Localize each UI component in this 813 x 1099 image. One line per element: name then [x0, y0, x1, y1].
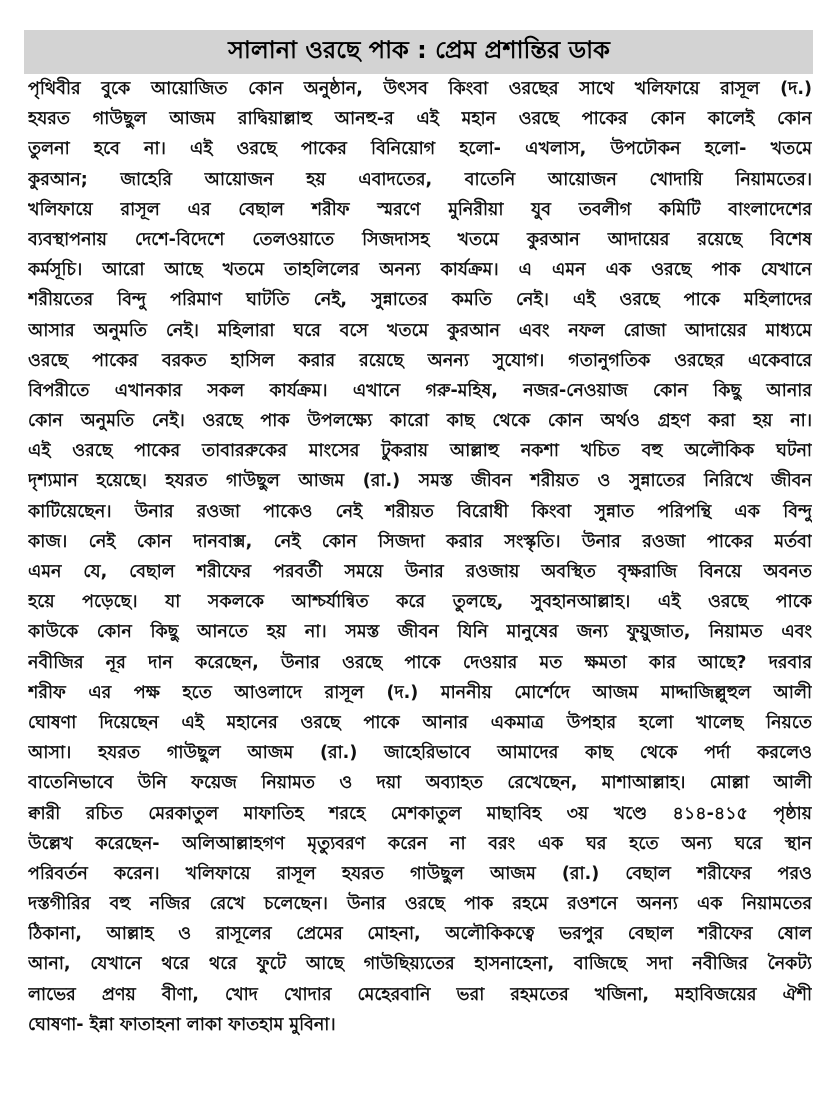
article-line: কাটিয়েছেন। উনার রওজা পাকেও নেই শরীয়ত বিরোধী কিংবা সুন্নাত পরিপন্থি এক বিন্দু — [28, 501, 812, 522]
article-line: দস্তগীরির বহু নজির রেখে চলেছেন। উনার ওরছে পাক রহমে রওশনে অনন্য এক নিয়ামতের — [28, 894, 812, 915]
article-line: কাজ। নেই কোন দানবাক্স, নেই কোন সিজদা করার সংস্কৃতি। উনার রওজা পাকের মর্তবা — [28, 531, 812, 552]
article-line: ঠিকানা, আল্লাহ ও রাসূলের প্রেমের মোহনা, অলৌকিকত্বে ভরপুর বেছাল শরীফের ষোল — [28, 924, 812, 945]
article-body — [28, 74, 812, 1094]
article-line: এমন যে, বেছাল শরীফের পরবর্তী সময়ে উনার রওজায় অবস্থিত বৃক্ষরাজি বিনয়ে অবনত — [28, 562, 812, 582]
article-line: কর্মসূচি। আরো আছে খতমে তাহলিলের অনন্য কার্যক্রম। এ এমন এক ওরছে পাক যেখানে — [28, 260, 812, 281]
article-line: ব্যবস্থাপনায় দেশে-বিদেশে তেলওয়াতে সিজদাসহ খতমে কুরআন আদায়ের রয়েছে বিশেষ — [28, 229, 812, 250]
article-line: পরিবর্তন করেন। খলিফায়ে রাসূল হযরত গাউছুল আজম (রা.) বেছাল শরীফের পরও — [28, 863, 812, 884]
article-line: নবীজির নূর দান করেছেন, উনার ওরছে পাকে দেওয়ার মত ক্ষমতা কার আছে? দরবার — [28, 652, 812, 673]
article-line: দৃশ্যমান হয়েছে। হযরত গাউছুল আজম (রা.) সমস্ত জীবন শরীয়ত ও সুন্নাতের নিরিখে জীবন — [28, 471, 812, 492]
article-line: কোন অনুমতি নেই। ওরছে পাক উপলক্ষ্যে কারো কাছ থেকে কোন অর্থও গ্রহণ করা হয় না। — [28, 411, 812, 432]
article-line: আনা, যেখানে থরে থরে ফুটে আছে গাউছিয়্যতের হাসনাহেনা, বাজিছে সদা নবীজির নৈকট্য — [28, 954, 812, 975]
article-line: শরীফ এর পক্ষ হতে আওলাদে রাসূল (দ.) মাননীয় মোর্শেদে আজম মাদ্দাজিল্লুহুল আলী — [28, 682, 812, 703]
title-banner — [24, 30, 813, 74]
article-line: হয়ে পড়েছে। যা সকলকে আশ্চর্যান্বিত করে তুলছে, সুবহানআল্লাহ। এই ওরছে পাকে — [28, 592, 812, 613]
article-line: পৃথিবীর বুকে আয়োজিত কোন অনুষ্ঠান, উৎসব কিংবা ওরছের সাথে খলিফায়ে রাসূল (দ.) — [28, 79, 812, 99]
article-line: ওরছে পাকের বরকত হাসিল করার রয়েছে অনন্য সুযোগ। গতানুগতিক ওরছের একেবারে — [28, 350, 812, 371]
article-line: কাউকে কোন কিছু আনতে হয় না। সমস্ত জীবন যিনি মানুষের জন্য ফুয়ুজাত, নিয়ামত এবং — [28, 622, 812, 643]
article-line: তুলনা হবে না। এই ওরছে পাকের বিনিয়োগ হলো- এখলাস, উপঢৌকন হলো- খতমে — [28, 139, 812, 160]
article-line: বাতেনিভাবে উনি ফয়েজ নিয়ামত ও দয়া অব্যাহত রেখেছেন, মাশাআল্লাহ। মোল্লা আলী — [28, 773, 812, 794]
article-line: আসার অনুমতি নেই। মহিলারা ঘরে বসে খতমে কুরআন এবং নফল রোজা আদায়ের মাধ্যমে — [28, 320, 812, 341]
article-line-last: ঘোষণা- ইন্না ফাতাহনা লাকা ফাতহাম মুবিনা। — [28, 1014, 336, 1035]
article-line: লাভের প্রণয় বীণা, খোদ খোদার মেহেরবানি ভরা রহমতের খজিনা, মহাবিজয়ের ঐশী — [28, 984, 812, 1005]
article-line: আসা। হযরত গাউছুল আজম (রা.) জাহেরিভাবে আমাদের কাছ থেকে পর্দা করলেও — [28, 743, 812, 764]
article-title: সালানা ওরছে পাক : প্রেম প্রশান্তির ডাক — [228, 36, 610, 64]
article-line: উল্লেখ করেছেন- অলিআল্লাহগণ মৃত্যুবরণ করেন না বরং এক ঘর হতে অন্য ঘরে স্থান — [28, 833, 812, 854]
article-line: এই ওরছে পাকের তাবাররুকের মাংসের টুকরায় আল্লাহু নকশা খচিত বহু অলৌকিক ঘটনা — [28, 441, 812, 462]
article-line: ঘোষণা দিয়েছেন এই মহানের ওরছে পাকে আনার একমাত্র উপহার হলো খালেছ নিয়তে — [28, 712, 812, 733]
article-line: কুরআন; জাহেরি আয়োজন হয় এবাদতের, বাতেনি আয়োজন খোদায়ি নিয়ামতের। — [28, 169, 812, 190]
article-line: বিপরীতে এখানকার সকল কার্যক্রম। এখানে গরু-মহিষ, নজর-নেওয়াজ কোন কিছু আনার — [28, 380, 812, 401]
article-line: হযরত গাউছুল আজম রাদ্বিয়াল্লাহু আনহু-র এই মহান ওরছে পাকের কোন কালেই কোন — [28, 109, 812, 130]
article-line: শরীয়তের বিন্দু পরিমাণ ঘাটতি নেই, সুন্নাতের কমতি নেই। এই ওরছে পাকে মহিলাদের — [28, 290, 812, 311]
article-line: খলিফায়ে রাসূল এর বেছাল শরীফ স্মরণে মুনিরীয়া যুব তবলীগ কমিটি বাংলাদেশের — [28, 199, 812, 220]
article-line: ক্বারী রচিত মেরকাতুল মাফাতিহ শরহে মেশকাতুল মাছাবিহ ৩য় খণ্ডে ৪১৪-৪১৫ পৃষ্ঠায় — [28, 803, 812, 824]
